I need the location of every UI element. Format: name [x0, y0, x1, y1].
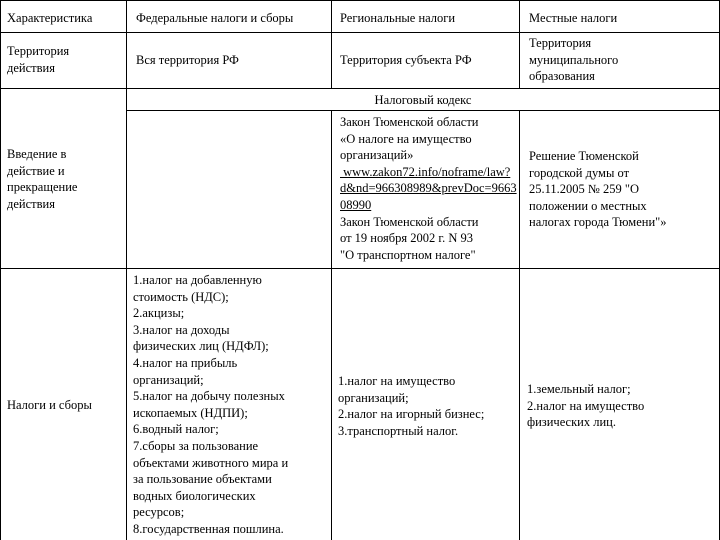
- column-divider-1: [126, 0, 127, 540]
- header-local: Местные налоги: [529, 11, 618, 25]
- row-divider-header: [0, 32, 720, 33]
- table-border-left: [0, 0, 1, 540]
- row-divider-territory: [0, 88, 720, 89]
- column-divider-3a: [519, 0, 520, 88]
- row-divider-enactment: [0, 268, 720, 269]
- tax-code-span: Налоговый кодекс: [374, 93, 472, 107]
- enactment-regional: Закон Тюменской области «О налоге на имущество организаций» www.zakon72.info/noframe/law? d&nd=966308989&prevDoc=9663 08990 Закон Тюменской области от 19 ноября 2002 г. N 93 "О транспортном налоге": [340, 115, 517, 262]
- territory-label: Территория действия: [7, 44, 70, 75]
- enactment-local: Решение Тюменской городской думы от 25.11.2005 № 259 "О положении о местных налогах города Тюмени"»: [529, 149, 667, 230]
- taxes-local-list: 1.земельный налог; 2.налог на имущество физических лиц.: [527, 382, 645, 430]
- header-characteristic: Характеристика: [7, 11, 93, 25]
- header-regional: Региональные налоги: [340, 11, 456, 25]
- law-link-cont[interactable]: d&nd=966308989&prevDoc=9663: [340, 181, 517, 196]
- territory-federal: Вся территория РФ: [136, 53, 239, 67]
- territory-regional: Территория субъекта РФ: [340, 53, 472, 67]
- taxes-label: Налоги и сборы: [7, 398, 92, 412]
- column-divider-3b: [519, 110, 520, 540]
- taxes-federal-list: 1.налог на добавленную стоимость (НДС); 2.акцизы; 3.налог на доходы физических лиц (НДФЛ); 4.налог на прибыль организаций; 5.налог на добычу полезных ископаемых (НДПИ); 6.водный налог; 7.сборы за пользование объектами животного мира и за пользование объектами водных биологических ресурсов; 8.государственная пошлина.: [133, 273, 289, 536]
- table-border-top: [0, 0, 720, 1]
- law-link-end[interactable]: 08990: [340, 197, 372, 212]
- territory-local: Территория муниципального образования: [529, 36, 619, 84]
- row-divider-code: [126, 110, 720, 111]
- law-link[interactable]: www.zakon72.info/noframe/law?: [340, 164, 511, 179]
- column-divider-2b: [331, 110, 332, 540]
- enactment-label: Введение в действие и прекращение действия: [7, 147, 78, 211]
- column-divider-2a: [331, 0, 332, 88]
- taxes-regional-list: 1.налог на имущество организаций; 2.налог на игорный бизнес; 3.транспортный налог.: [338, 374, 485, 438]
- header-federal: Федеральные налоги и сборы: [136, 11, 294, 25]
